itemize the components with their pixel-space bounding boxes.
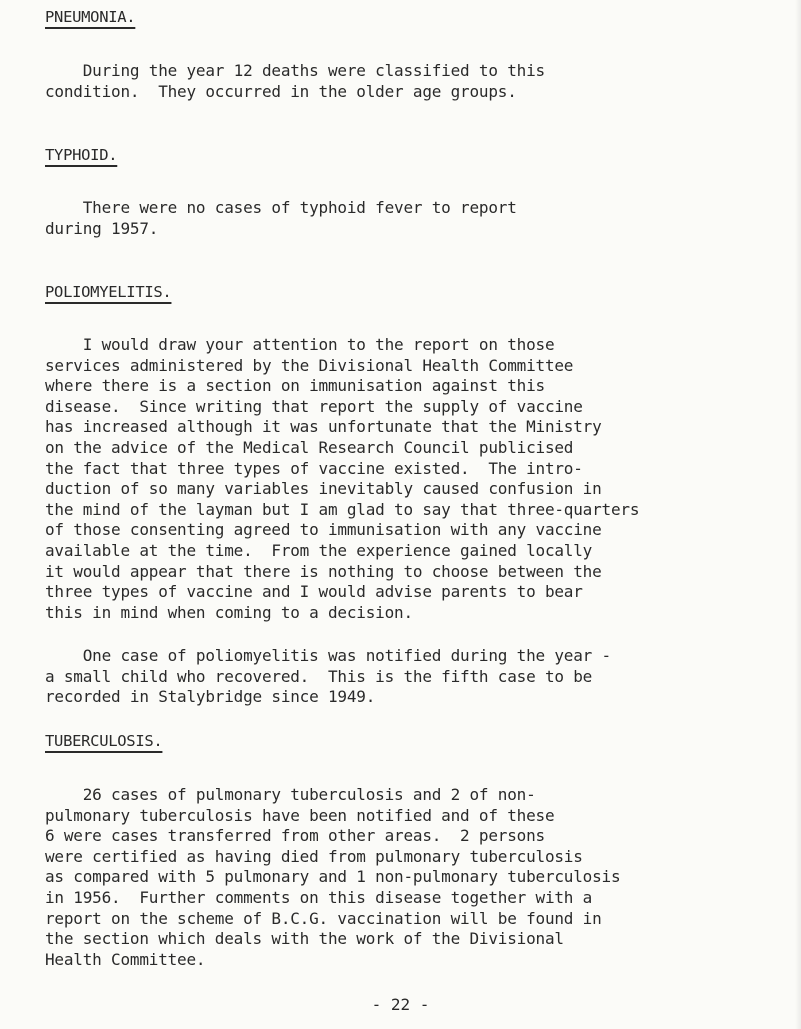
- page-number: - 22 -: [371, 995, 430, 1014]
- paragraph-pneumonia: During the year 12 deaths were classified to this condition. They occurred in the older age groups.: [45, 61, 545, 101]
- heading-typhoid: TYPHOID.: [45, 146, 118, 164]
- paragraph-typhoid: There were no cases of typhoid fever to report during 1957.: [45, 198, 517, 238]
- heading-poliomyelitis: POLIOMYELITIS.: [45, 283, 172, 301]
- paragraph-poliomyelitis-1: I would draw your attention to the report on those services administered by the Divisional Health Committee where there is a section on immunisation against this disease. Since writing that report the supply of vaccine has increased although it was unfortunate that the Ministry on the advice of the Medical Research Council publicised the fact that three types of vaccine existed. The intro- duction of so many variables inevitably caused confusion in the mind of the layman but I am glad to say that three-quarters of those consenting agreed to immunisation with any vaccine available at the time. From the experience gained locally it would appear that there is nothing to choose between the three types of vaccine and I would advise parents to bear this in mind when coming to a decision.: [45, 335, 640, 622]
- heading-tuberculosis: TUBERCULOSIS.: [45, 732, 163, 750]
- paragraph-tuberculosis: 26 cases of pulmonary tuberculosis and 2 of non- pulmonary tuberculosis have been notified and of these 6 were cases transferred from other areas. 2 persons were certified as having died from pulmonary tuberculosis as compared with 5 pulmonary and 1 non-pulmonary tuberculosis in 1956. Further comments on this disease together with a report on the scheme of B.C.G. vaccination will be found in the section which deals with the work of the Divisional Health Committee.: [45, 785, 621, 969]
- scan-edge-shadow: [795, 0, 801, 1029]
- heading-pneumonia: PNEUMONIA.: [45, 8, 136, 26]
- paragraph-poliomyelitis-2: One case of poliomyelitis was notified during the year - a small child who recovered. This is the fifth case to be recorded in Stalybridge since 1949.: [45, 646, 611, 707]
